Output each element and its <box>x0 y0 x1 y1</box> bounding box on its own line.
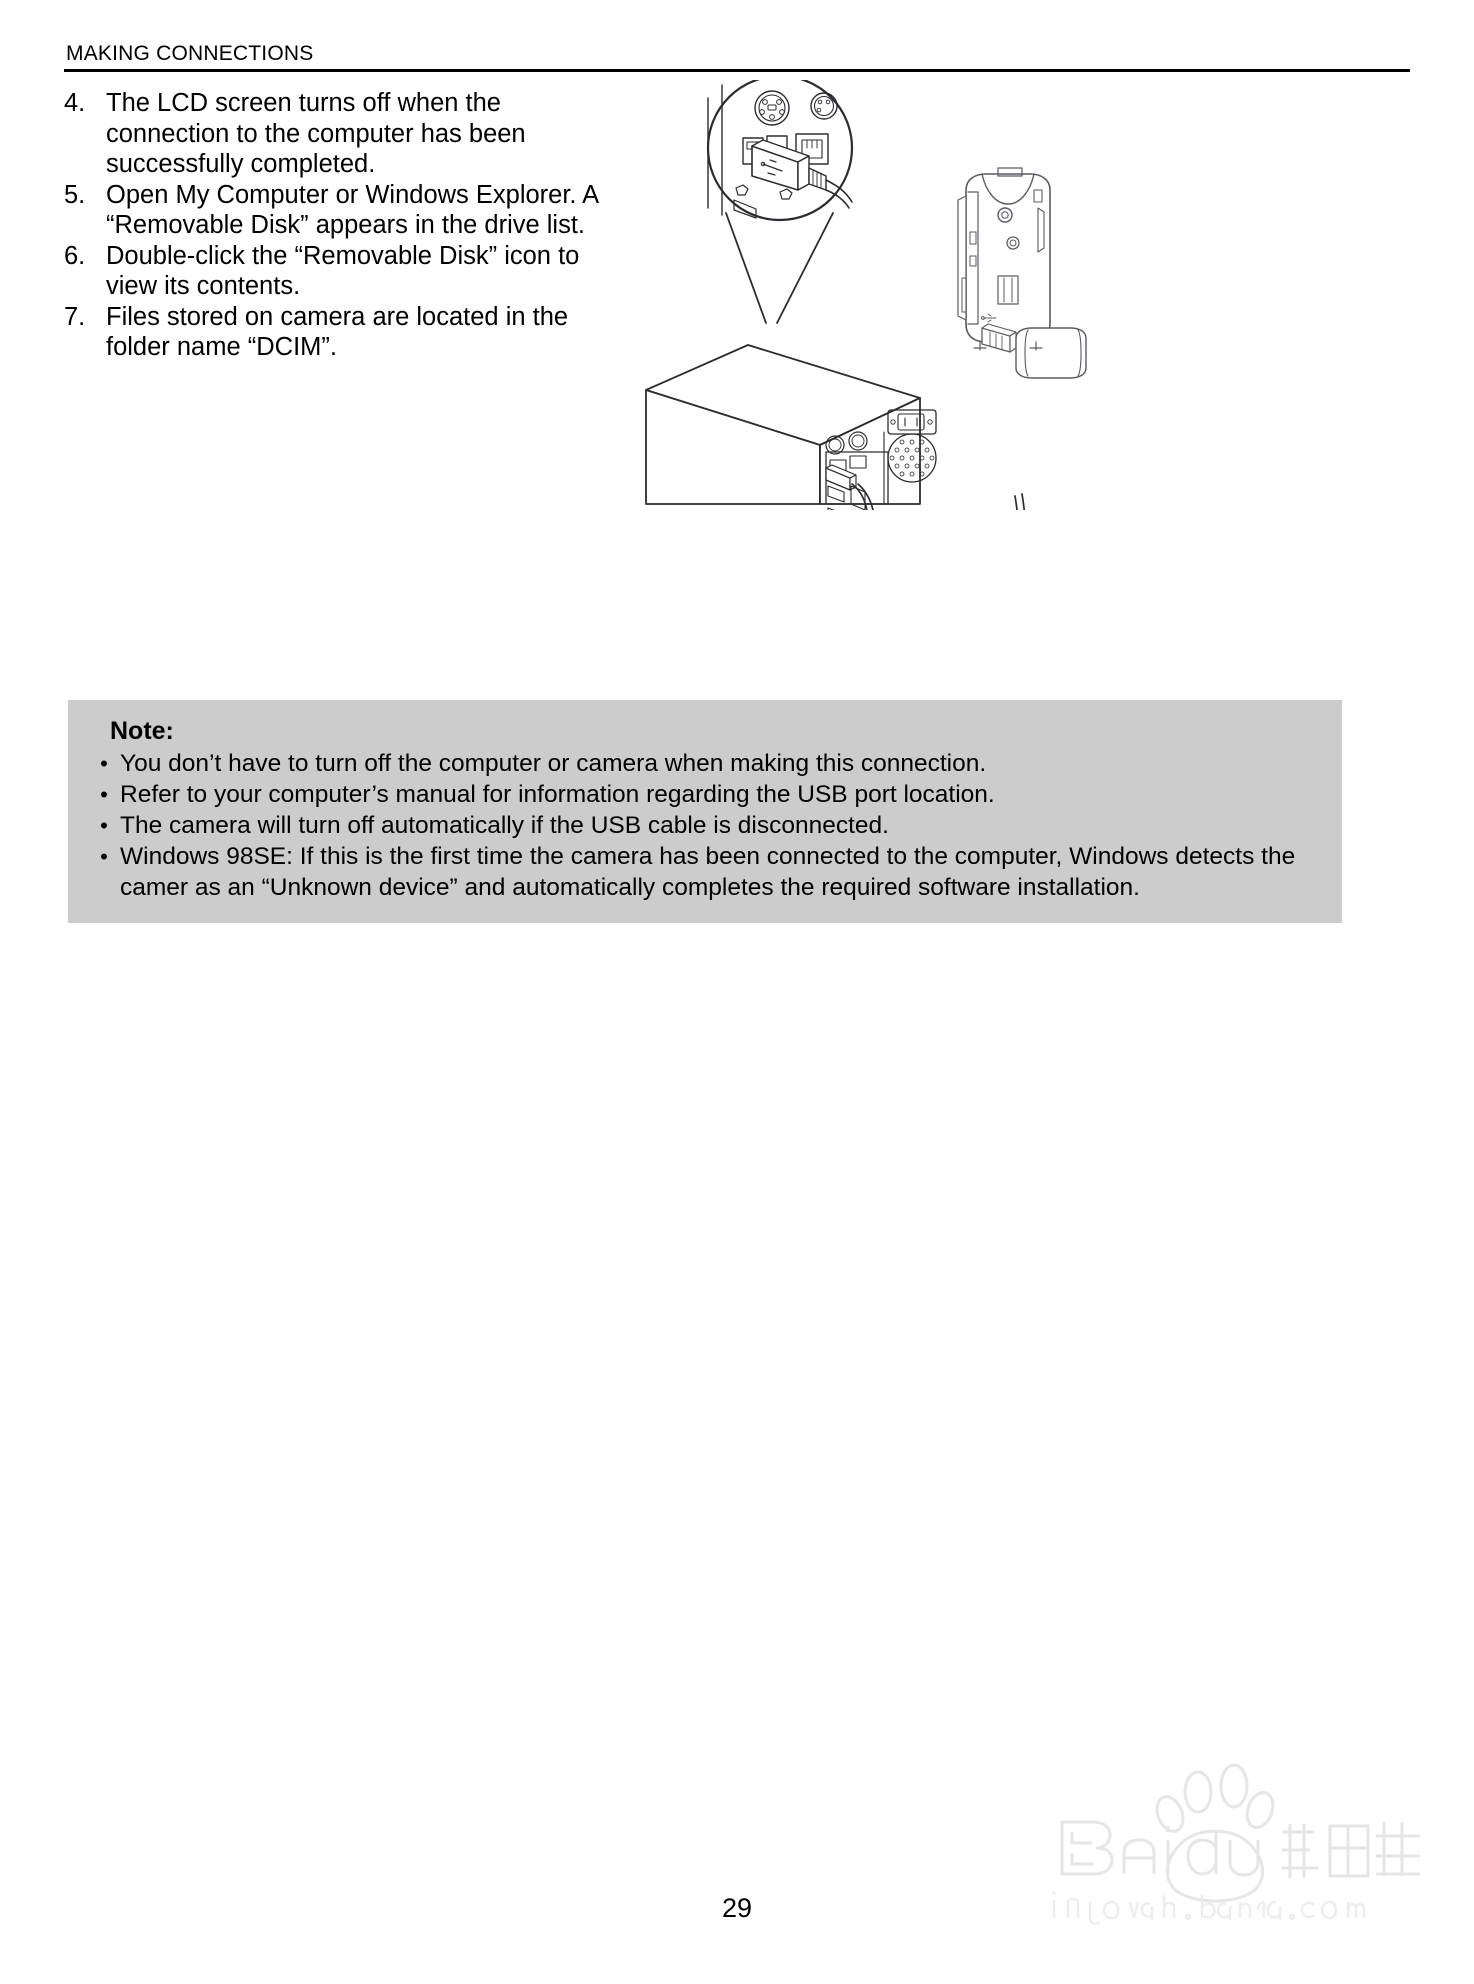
page-number: 29 <box>721 1893 753 1923</box>
paw-toe <box>1221 1765 1247 1807</box>
letter-B-inner <box>1072 1832 1094 1864</box>
paw-toe <box>1152 1793 1188 1835</box>
paw-pad <box>1167 1831 1262 1901</box>
digital-camera <box>958 168 1086 378</box>
note-item-text: You don’t have to turn off the computer or camera when making this connection. <box>120 750 987 777</box>
connection-illustration <box>630 80 1100 510</box>
desktop-computer-tower <box>646 345 936 510</box>
note-item-text: The camera will turn off automatically if the USB cable is disconnected. <box>120 812 889 839</box>
page-title: MAKING CONNECTIONS <box>66 42 314 65</box>
note-item-text: Refer to your computer’s manual for information regarding the USB port location. <box>120 781 995 808</box>
cable-ferrite <box>1016 328 1086 378</box>
letter-B <box>1062 1822 1112 1874</box>
list-item-number: 7. <box>64 302 86 331</box>
note-list-item <box>88 810 1322 841</box>
list-item-text: Open My Computer or Windows Explorer. A “Removable Disk” appears in the drive list. <box>106 180 598 239</box>
letter-u <box>1230 1840 1258 1875</box>
list-item-number: 5. <box>64 180 86 209</box>
bullet-icon: • <box>100 813 108 838</box>
paw-toe <box>1243 1789 1278 1831</box>
note-list-item <box>88 841 1322 903</box>
bullet-icon: • <box>100 844 108 869</box>
list-item <box>64 88 624 180</box>
letter-d <box>1188 1830 1216 1874</box>
note-title: Note: <box>110 717 174 745</box>
list-item <box>64 302 624 363</box>
page-header <box>64 42 1410 72</box>
note-list-item <box>88 748 1322 779</box>
letter-a <box>1124 1840 1154 1874</box>
magnified-usb-port-callout <box>708 80 852 220</box>
list-item <box>64 180 624 241</box>
list-item-text: The LCD screen turns off when the connection to the computer has been successfully completed. <box>106 89 526 178</box>
jingyan-characters <box>1282 1822 1420 1878</box>
paw-toe <box>1185 1772 1211 1812</box>
bullet-icon: • <box>100 751 108 776</box>
list-item <box>64 241 624 302</box>
header-divider <box>64 69 1410 72</box>
list-item-number: 4. <box>64 89 86 117</box>
list-item-number: 6. <box>64 241 86 270</box>
list-item-text: Double-click the “Removable Disk” icon to view its contents. <box>106 241 580 300</box>
note-box <box>68 700 1342 923</box>
note-list-item <box>88 779 1322 810</box>
list-item-text: Files stored on camera are located in the folder name “DCIM”. <box>106 302 569 361</box>
bullet-icon: • <box>100 782 108 807</box>
callout-leader-lines <box>726 213 833 323</box>
note-item-text: Windows 98SE: If this is the first time the camera has been connected to the computer, Windows detects the camer as an “Unknown device” and automatically completes the required software installation. <box>120 843 1296 901</box>
instruction-list <box>64 88 624 363</box>
